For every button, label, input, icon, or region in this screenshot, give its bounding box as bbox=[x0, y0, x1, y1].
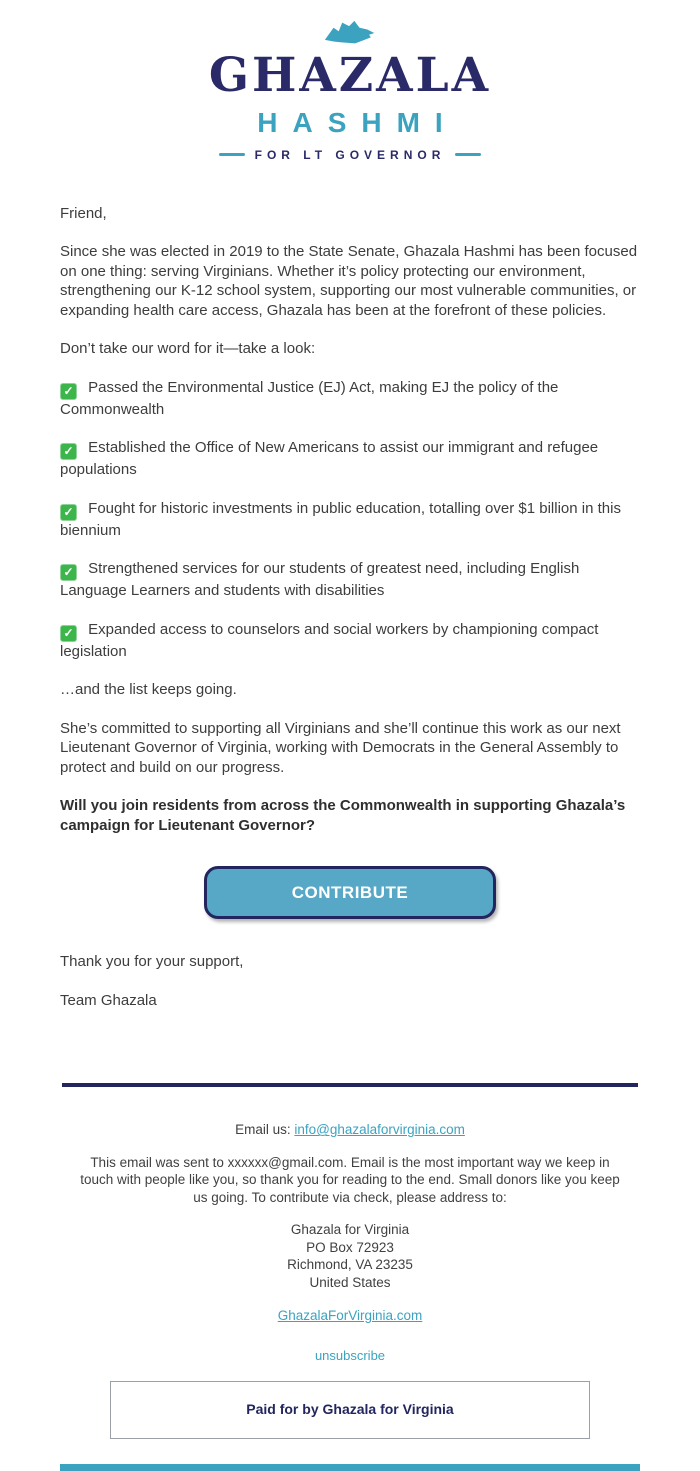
tagline-dash-left-icon bbox=[219, 153, 245, 156]
address-line: Richmond, VA 23235 bbox=[287, 1257, 413, 1273]
closing-signature: Team Ghazala bbox=[60, 991, 157, 1009]
website-line bbox=[0, 1307, 700, 1325]
bottom-accent-bar bbox=[60, 1464, 640, 1471]
checklist-item bbox=[60, 499, 640, 541]
website-link[interactable]: GhazalaForVirginia.com bbox=[277, 1308, 423, 1324]
contribute-button-row bbox=[60, 866, 640, 919]
checklist-text: Expanded access to counselors and social workers by championing compact legislation bbox=[60, 620, 599, 660]
paragraph-lead-in: Don’t take our word for it—take a look: bbox=[60, 340, 316, 358]
sent-to-disclosure: This email was sent to xxxxxx@gmail.com. Email is the most important way we keep in touch with people like you, so thank you for reading to the end. Small donors like you keep us going. To contribute via check, please address to: bbox=[80, 1154, 620, 1205]
tagline-dash-right-icon bbox=[455, 153, 481, 156]
section-divider bbox=[62, 1083, 638, 1087]
paid-for-disclaimer-box bbox=[110, 1381, 590, 1439]
logo-name: GHAZALA bbox=[208, 48, 492, 103]
logo-tagline bbox=[0, 148, 700, 162]
checklist-item bbox=[60, 620, 640, 662]
campaign-logo bbox=[0, 0, 700, 162]
checklist-item bbox=[60, 378, 640, 420]
checklist-text: Fought for historic investments in public education, totalling over $1 billion in this biennium bbox=[60, 499, 621, 539]
address-line: United States bbox=[309, 1274, 391, 1290]
email-us-line bbox=[0, 1121, 700, 1139]
check-icon: ✓ bbox=[60, 443, 77, 460]
paid-for-text: Paid for by Ghazala for Virginia bbox=[246, 1401, 454, 1418]
paragraph-list-keeps-going: …and the list keeps going. bbox=[60, 681, 237, 699]
check-icon: ✓ bbox=[60, 383, 77, 400]
logo-surname: HASHMI bbox=[257, 106, 458, 138]
email-footer bbox=[0, 1121, 700, 1439]
contribute-button[interactable]: CONTRIBUTE bbox=[204, 866, 496, 919]
tagline-text: FOR LT GOVERNOR bbox=[254, 147, 446, 162]
check-icon: ✓ bbox=[60, 564, 77, 581]
checklist-text: Strengthened services for our students of greatest need, including English Language Learners and students with disabilities bbox=[60, 560, 580, 600]
checklist-text: Passed the Environmental Justice (EJ) Act, making EJ the policy of the Commonwealth bbox=[60, 378, 559, 418]
closing-thanks: Thank you for your support, bbox=[60, 953, 244, 971]
email-link[interactable]: info@ghazalaforvirginia.com bbox=[294, 1122, 465, 1138]
checklist-item bbox=[60, 559, 640, 601]
paragraph-intro: Since she was elected in 2019 to the State Senate, Ghazala Hashmi has been focused on one thing: serving Virginians. Whether it’s policy protecting our environment, strengthening our K-12 school system, supporting our most vulnerable communities, or expanding health care access, Ghazala has been at the forefront of these policies. bbox=[60, 243, 638, 319]
virginia-state-icon bbox=[0, 20, 700, 48]
paragraph-cta-question: Will you join residents from across the Commonwealth in supporting Ghazala’s campaign for Lieutenant Governor? bbox=[60, 797, 626, 834]
check-icon: ✓ bbox=[60, 504, 77, 521]
paragraph-commitment: She’s committed to supporting all Virginians and she’ll continue this work as our next Lieutenant Governor of Virginia, working with Democrats in the General Assembly to protect and build on our progress. bbox=[60, 719, 621, 776]
checklist-item bbox=[60, 438, 640, 480]
email-content bbox=[0, 162, 700, 1011]
check-icon: ✓ bbox=[60, 625, 77, 642]
address-line: Ghazala for Virginia bbox=[290, 1222, 410, 1238]
greeting: Friend, bbox=[60, 204, 107, 222]
address-line: PO Box 72923 bbox=[306, 1239, 394, 1255]
email-us-label: Email us: bbox=[235, 1122, 295, 1138]
mailing-address bbox=[0, 1221, 700, 1291]
checklist-text: Established the Office of New Americans to assist our immigrant and refugee populations bbox=[60, 439, 599, 479]
unsubscribe-line bbox=[0, 1347, 700, 1365]
unsubscribe-link[interactable]: unsubscribe bbox=[314, 1347, 386, 1363]
